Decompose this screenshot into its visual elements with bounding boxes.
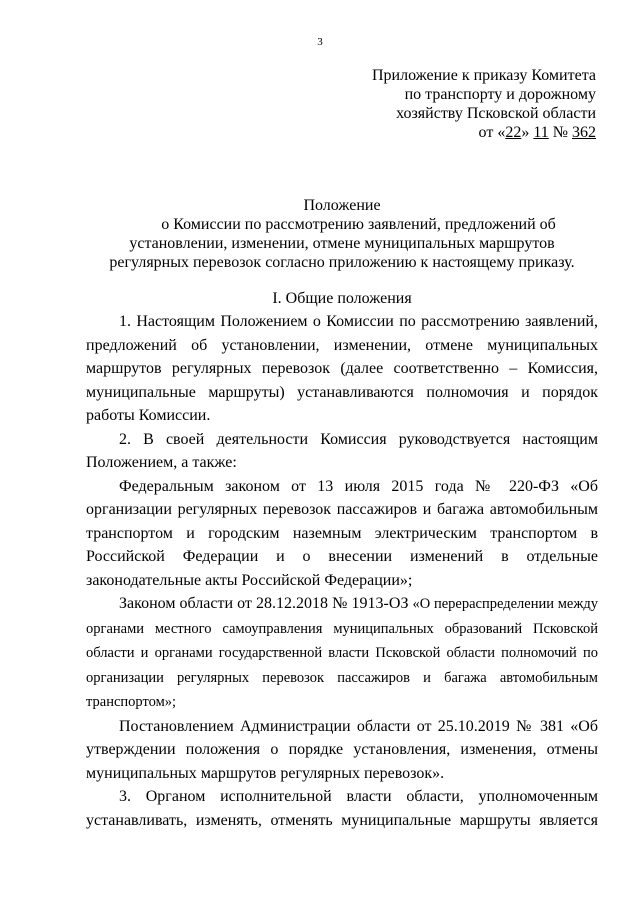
number-prefix: № bbox=[548, 124, 572, 141]
title-line-2: о Комиссии по рассмотрению заявлений, предложений об bbox=[161, 216, 556, 233]
date-prefix: от « bbox=[478, 124, 506, 141]
title-line-1: Положение bbox=[303, 197, 381, 214]
paragraph-4 bbox=[86, 592, 598, 715]
attachment-line-2: по транспорту и дорожному bbox=[404, 86, 596, 103]
date-day: 22 bbox=[505, 124, 522, 141]
attachment-date-line bbox=[372, 123, 596, 142]
document-title bbox=[86, 196, 598, 272]
attachment-line-1: Приложение к приказу Комитета bbox=[371, 67, 596, 84]
document-body bbox=[86, 310, 598, 832]
paragraph-4-lead: Законом области от 28.12.2018 № 1913-ОЗ bbox=[119, 595, 413, 612]
order-number: 362 bbox=[572, 124, 596, 141]
section-title: I. Общие положения bbox=[272, 290, 412, 307]
title-line-3: установлении, изменении, отмене муниципальных маршрутов bbox=[129, 235, 555, 252]
date-month: 11 bbox=[533, 124, 549, 141]
attachment-header bbox=[372, 66, 596, 142]
paragraph-3: Федеральным законом от 13 июля 2015 года № 220-ФЗ «Об организации регулярных перевозок пассажиров и багажа автомобильным транспортом и городским наземным электрическим транспортом в Российской Федерации и о внесении изменений в отдельные законодательные акты Российской Федерации»; bbox=[86, 477, 598, 589]
paragraph-4-rest: «О перераспределении между органами местного самоуправления муниципальных образований Псковской области и органами государственной власти Псковской области полномочий по организации регулярных перевозок пассажиров и багажа автомобильным транспортом»; bbox=[86, 596, 598, 710]
date-mid: » bbox=[521, 124, 534, 141]
page-number: 3 bbox=[317, 36, 323, 48]
title-line-4: регулярных перевозок согласно приложению к настоящему приказу. bbox=[109, 254, 575, 271]
paragraph-2: 2. В своей деятельности Комиссия руководствуется настоящим Положением, а также: bbox=[86, 430, 598, 471]
paragraph-6: 3. Органом исполнительной власти области, уполномоченным устанавливать, изменять, отменять муниципальные маршруты является bbox=[86, 788, 598, 829]
paragraph-5: Постановлением Администрации области от 25.10.2019 № 381 «Об утверждении положения о порядке установления, изменения, отмены муниципальных маршрутов регулярных перевозок». bbox=[86, 717, 598, 782]
attachment-line-3: хозяйству Псковской области bbox=[396, 105, 596, 122]
paragraph-1: 1. Настоящим Положением о Комиссии по рассмотрению заявлений, предложений об установлении, изменении, отмене муниципальных маршрутов регулярных перевозок (далее соответственно – Комиссия, муниципальные маршруты) устанавливаются полномочия и порядок работы Комиссии. bbox=[86, 313, 598, 424]
